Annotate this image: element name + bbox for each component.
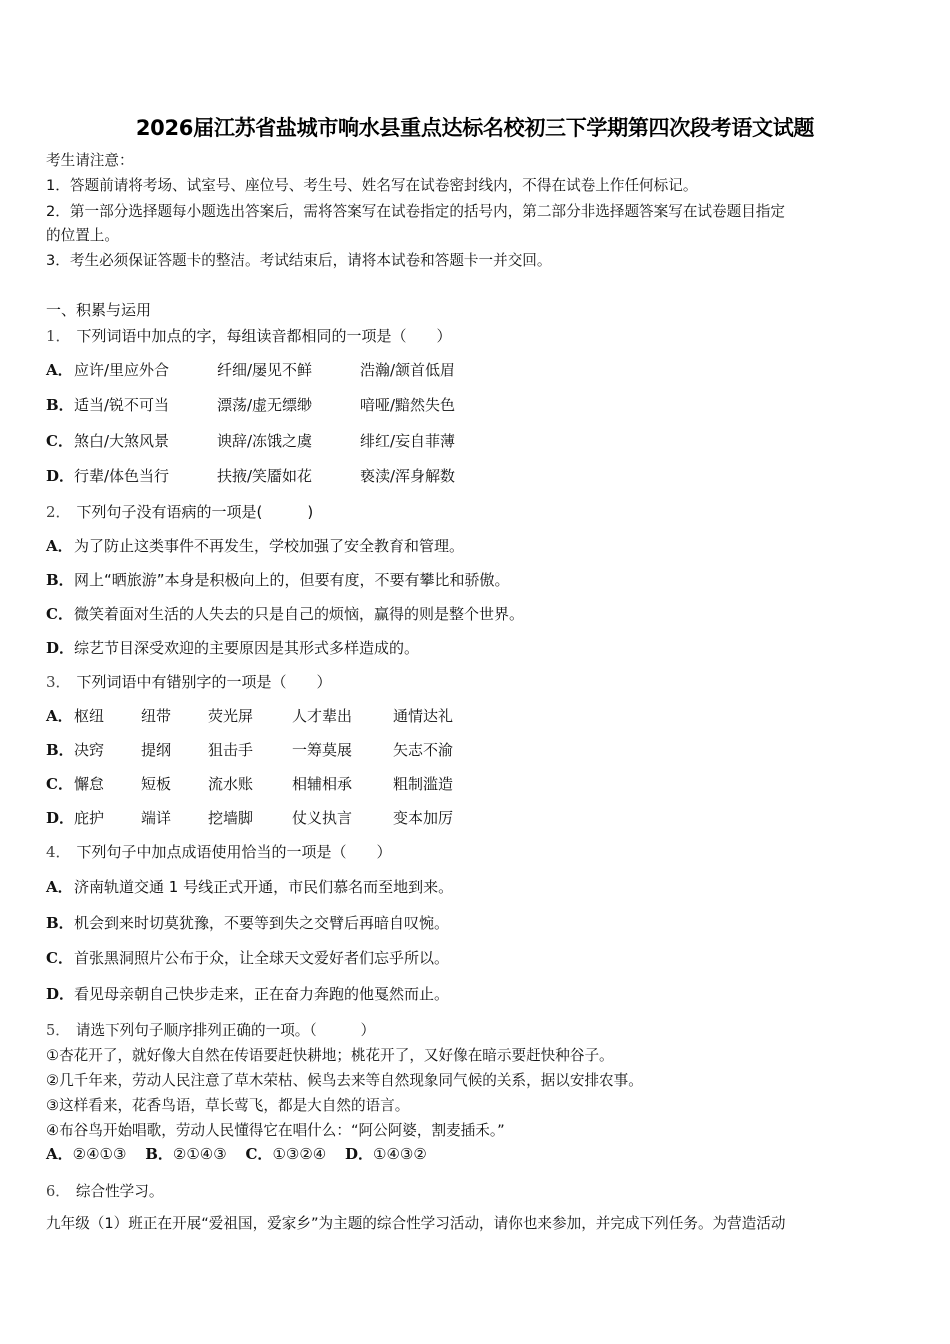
option-text: 微笑着面对生活的人失去的只是自己的烦恼，赢得的则是整个世界。 (74, 605, 525, 623)
option-letter: A． (46, 707, 73, 725)
option-cell: 提纲 (141, 741, 172, 759)
option-cell: 绯红/妄自菲薄 (360, 432, 456, 450)
option-text: ②①④③ (172, 1145, 227, 1163)
option-letter: A． (46, 1145, 73, 1163)
option-cell: 煞白/大煞风景 (74, 432, 170, 450)
question-4-stem (46, 841, 392, 862)
option-cell: 相辅相承 (292, 775, 353, 793)
option-text: ②④①③ (72, 1145, 127, 1163)
option-letter: D． (345, 1145, 374, 1163)
notice-item-3: 3．考生必须保证答题卡的整洁。考试结束后，请将本试卷和答题卡一并交回。 (46, 252, 552, 269)
option-text: 综艺节目深受欢迎的主要原因是其形式多样造成的。 (74, 639, 420, 657)
option-cell: 亵渎/浑身解数 (360, 467, 456, 485)
option-letter: C． (46, 949, 73, 967)
option-cell: 短板 (141, 775, 172, 793)
option-text: 为了防止这类事件不再发生，学校加强了安全教育和管理。 (74, 537, 465, 555)
question-number: 6． (46, 1183, 70, 1200)
option-letter: B． (46, 914, 74, 932)
option-letter: B． (145, 1145, 173, 1163)
option-letter: C． (46, 605, 73, 623)
option-text: ①③②④ (272, 1145, 327, 1163)
option-cell: 端详 (141, 809, 172, 827)
question-number: 3． (46, 673, 71, 691)
option-cell: 庇护 (74, 809, 105, 827)
question-text: 下列句子没有语病的一项是( ) (76, 503, 314, 521)
option-cell: 适当/锐不可当 (74, 396, 170, 414)
option-letter: D． (46, 639, 75, 657)
option-cell: 纽带 (141, 707, 172, 725)
exam-title: 2026届江苏省盐城市响水县重点达标名校初三下学期第四次段考语文试题 (135, 116, 815, 140)
question-5-stem (46, 1019, 375, 1040)
option-cell: 决窍 (74, 741, 105, 759)
option-cell: 狙击手 (208, 741, 254, 759)
option-cell: 矢志不渝 (393, 741, 454, 759)
option-letter: C． (46, 432, 73, 450)
option-cell: 行辈/体色当行 (74, 467, 170, 485)
option-cell: 荧光屏 (208, 707, 254, 725)
q5-option-b[interactable] (145, 1145, 226, 1163)
question-number: 4． (46, 843, 71, 861)
question-number: 5． (46, 1022, 70, 1039)
option-letter: B． (46, 396, 74, 414)
q5-sentence-3: ③这样看来，花香鸟语，草长莺飞，都是大自然的语言。 (46, 1097, 410, 1114)
option-letter: D． (46, 467, 75, 485)
option-cell: 应许/里应外合 (74, 361, 170, 379)
question-6-stem (46, 1180, 163, 1201)
option-cell: 扶掖/笑靥如花 (217, 467, 313, 485)
question-text: 下列词语中有错别字的一项是（ ） (76, 673, 332, 691)
option-cell: 懈怠 (74, 775, 105, 793)
option-cell: 谀辞/冻饿之虞 (217, 432, 313, 450)
q5-sentence-2: ②几千年来，劳动人民注意了草木荣枯、候鸟去来等自然现象同气候的关系，据以安排农事。 (46, 1072, 643, 1089)
option-letter: C． (46, 775, 73, 793)
notice-item-2: 2．第一部分选择题每小题选出答案后，需将答案写在试卷指定的括号内，第二部分非选择题答案写在试卷题目指定 (46, 203, 785, 220)
option-letter: D． (46, 809, 75, 827)
q5-option-a[interactable] (46, 1145, 126, 1163)
option-letter: A． (46, 361, 73, 379)
option-cell: 人才辈出 (292, 707, 353, 725)
option-cell: 一筹莫展 (292, 741, 353, 759)
question-text: 请选下列句子顺序排列正确的一项。（ ） (75, 1022, 376, 1039)
option-letter: D． (46, 985, 75, 1003)
option-text: 机会到来时切莫犹豫，不要等到失之交臂后再暗自叹惋。 (74, 914, 450, 932)
q5-sentence-4: ④布谷鸟开始唱歌，劳动人民懂得它在唱什么：“阿公阿婆，割麦插禾。” (46, 1122, 505, 1139)
option-text: 首张黑洞照片公布于众，让全球天文爱好者们忘乎所以。 (74, 949, 450, 967)
option-text: 看见母亲朝自己快步走来，正在奋力奔跑的他戛然而止。 (74, 985, 450, 1003)
option-cell: 挖墙脚 (208, 809, 254, 827)
question-2-stem (46, 501, 313, 522)
option-cell: 变本加厉 (393, 809, 454, 827)
question-number: 2． (46, 503, 71, 521)
question-3-stem (46, 671, 332, 692)
q5-answer-options (46, 1143, 441, 1164)
question-text: 下列词语中加点的字，每组读音都相同的一项是（ ） (76, 327, 452, 345)
option-cell: 喑哑/黯然失色 (360, 396, 456, 414)
option-letter: A． (46, 537, 73, 555)
q5-option-d[interactable] (345, 1145, 427, 1163)
option-cell: 通情达礼 (393, 707, 454, 725)
option-letter: B． (46, 571, 74, 589)
option-text: ①④③② (373, 1145, 427, 1163)
question-1-stem (46, 325, 452, 346)
notice-heading: 考生请注意： (46, 152, 134, 169)
option-cell: 流水账 (208, 775, 254, 793)
option-cell: 纤细/屡见不鲜 (217, 361, 313, 379)
option-cell: 仗义执言 (292, 809, 353, 827)
question-text: 综合性学习。 (75, 1183, 164, 1200)
question-text: 下列句子中加点成语使用恰当的一项是（ ） (76, 843, 392, 861)
option-text: 济南轨道交通 1 号线正式开通，市民们慕名而至地到来。 (74, 878, 454, 896)
option-cell: 浩瀚/颔首低眉 (360, 361, 456, 379)
option-letter: C． (245, 1145, 273, 1163)
option-letter: B． (46, 741, 74, 759)
option-cell: 漂荡/虚无缥缈 (217, 396, 313, 414)
option-letter: A． (46, 878, 73, 896)
option-text: 网上“晒旅游”本身是积极向上的，但要有度，不要有攀比和骄傲。 (74, 571, 510, 589)
q5-option-c[interactable] (245, 1145, 326, 1163)
question-number: 1． (46, 327, 71, 345)
q6-body-text: 九年级（1）班正在开展“爱祖国，爱家乡”为主题的综合性学习活动，请你也来参加，并完成下列任务。为营造活动 (46, 1215, 786, 1232)
notice-item-2-cont: 的位置上。 (46, 227, 119, 244)
option-cell: 粗制滥造 (393, 775, 454, 793)
q5-sentence-1: ①杏花开了，就好像大自然在传语要赶快耕地；桃花开了，又好像在暗示要赶快种谷子。 (46, 1047, 614, 1064)
section-heading: 一、积累与运用 (46, 301, 152, 319)
notice-item-1: 1．答题前请将考场、试室号、座位号、考生号、姓名写在试卷密封线内，不得在试卷上作任何标记。 (46, 177, 698, 194)
option-cell: 枢纽 (74, 707, 105, 725)
